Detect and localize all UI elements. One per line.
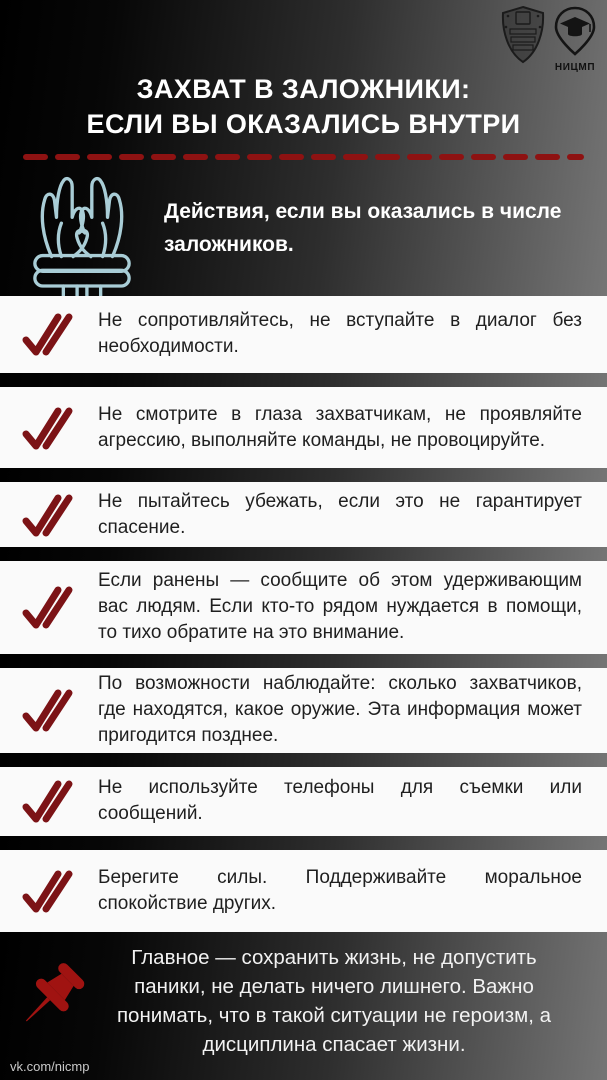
separator bbox=[0, 654, 607, 668]
double-check-icon bbox=[0, 775, 98, 827]
intro-row bbox=[0, 161, 607, 301]
double-check-icon bbox=[0, 684, 98, 736]
double-check-icon bbox=[0, 402, 98, 454]
tied-hands-icon bbox=[28, 170, 136, 301]
logo-caption: НИЦМП bbox=[554, 62, 596, 73]
title-line-2: ЕСЛИ ВЫ ОКАЗАЛИСЬ ВНУТРИ bbox=[86, 109, 521, 139]
checklist-item-2 bbox=[0, 387, 607, 469]
double-check-icon bbox=[0, 865, 98, 917]
checklist-item-5 bbox=[0, 668, 607, 753]
item-text: Если ранены — сообщите об этом удерживающим вас людям. Если кто-то рядом нуждается в помощи, то тихо обратите на это внимание. bbox=[98, 570, 582, 644]
map-pin-graduation-logo-icon bbox=[551, 5, 599, 61]
checklist-item-6 bbox=[0, 767, 607, 837]
checklist-item-7 bbox=[0, 850, 607, 932]
separator bbox=[0, 836, 607, 850]
separator bbox=[0, 547, 607, 561]
item-text: Не сопротивляйтесь, не вступайте в диалог без необходимости. bbox=[98, 310, 582, 358]
double-check-icon bbox=[0, 581, 98, 633]
logo-group bbox=[500, 5, 599, 73]
watermark-link: vk.com/nicmp bbox=[10, 1059, 90, 1074]
header bbox=[0, 0, 607, 296]
page-title bbox=[0, 72, 607, 142]
title-line-1: ЗАХВАТ В ЗАЛОЖНИКИ: bbox=[136, 74, 471, 104]
footer-message: Главное — сохранить жизнь, не допустить паники, не делать ничего лишнего. Важно понимать, что в такой ситуации не героизм, а дисциплина спасает жизни. bbox=[116, 946, 552, 1056]
checklist-item-4 bbox=[0, 561, 607, 654]
dashed-divider bbox=[22, 153, 585, 161]
double-check-icon bbox=[0, 308, 98, 360]
checklist-item-1 bbox=[0, 296, 607, 373]
item-text: Не смотрите в глаза захватчикам, не проявляйте агрессию, выполняйте команды, не провоцируйте. bbox=[98, 403, 582, 451]
item-text: Не используйте телефоны для съемки или сообщений. bbox=[98, 777, 582, 825]
footer bbox=[0, 932, 607, 1080]
item-text: По возможности наблюдайте: сколько захватчиков, где находятся, какое оружие. Эта информация может пригодится позднее. bbox=[98, 673, 582, 747]
separator bbox=[0, 753, 607, 767]
item-text: Не пытайтесь убежать, если это не гарантирует спасение. bbox=[98, 490, 582, 538]
nicmp-logo-block bbox=[551, 5, 599, 73]
item-text: Берегите силы. Поддерживайте моральное спокойствие других. bbox=[98, 867, 582, 915]
double-check-icon bbox=[0, 489, 98, 541]
shield-crest-logo-icon bbox=[500, 5, 546, 70]
red-pushpin-icon bbox=[0, 957, 104, 1049]
intro-text: Действия, если вы оказались в числе заложников. bbox=[164, 200, 562, 256]
checklist bbox=[0, 296, 607, 932]
checklist-item-3 bbox=[0, 482, 607, 547]
separator bbox=[0, 373, 607, 387]
separator bbox=[0, 468, 607, 482]
